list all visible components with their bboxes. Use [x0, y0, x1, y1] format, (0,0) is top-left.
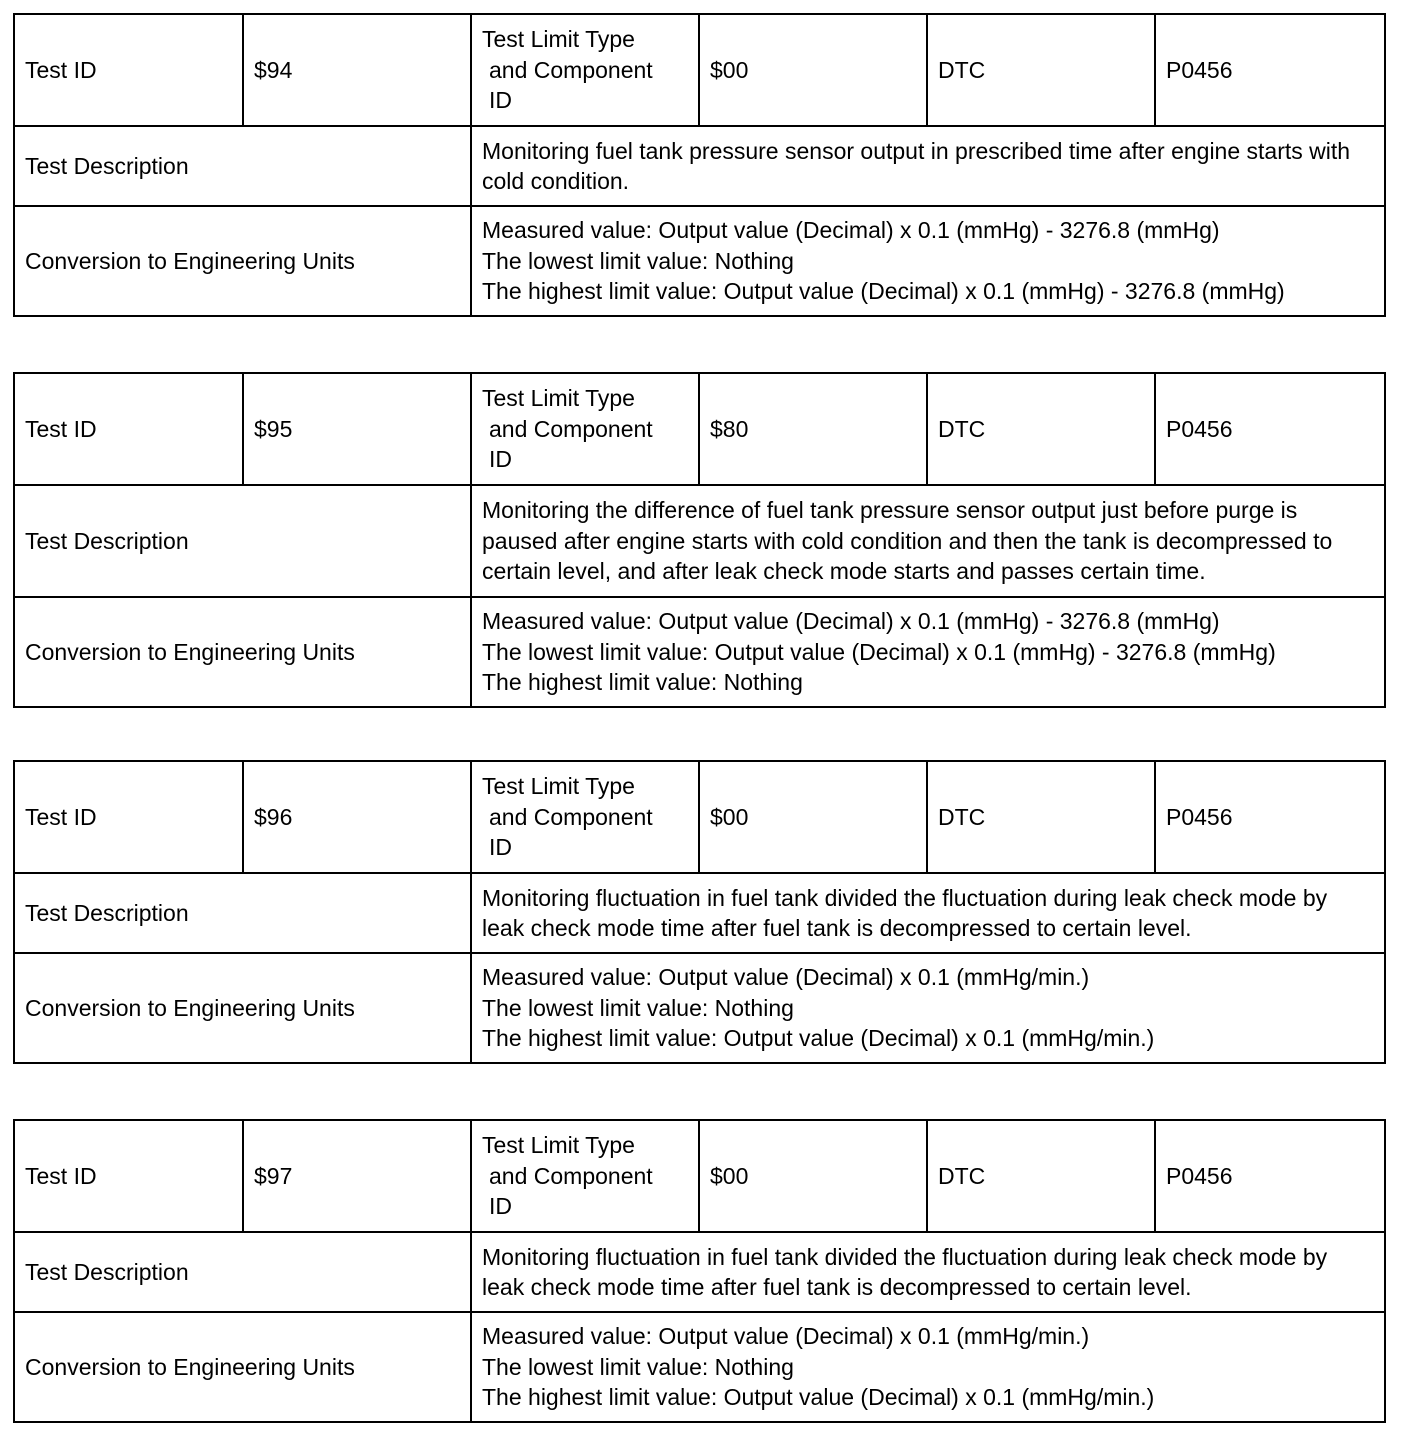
limit-type-label-line2: and Component [489, 415, 653, 442]
conversion-label: Conversion to Engineering Units [14, 1312, 471, 1422]
limit-type-label [471, 761, 699, 873]
dtc-value: P0456 [1155, 761, 1385, 873]
measured-value-line: Measured value: Output value (Decimal) x 0.1 (mmHg) - 3276.8 (mmHg) [482, 608, 1220, 635]
test-id-value: $95 [243, 373, 471, 485]
dtc-label: DTC [927, 373, 1155, 485]
limit-type-label [471, 1120, 699, 1232]
lowest-limit-line: The lowest limit value: Nothing [482, 247, 794, 274]
test-table-96 [13, 760, 1386, 1064]
limit-type-value: $00 [699, 14, 927, 126]
table-row [14, 485, 1385, 597]
measured-value-line: Measured value: Output value (Decimal) x 0.1 (mmHg) - 3276.8 (mmHg) [482, 217, 1220, 244]
limit-type-label-line2: and Component [489, 1162, 653, 1189]
test-id-value: $97 [243, 1120, 471, 1232]
test-table-97 [13, 1119, 1386, 1423]
limit-type-label-line1: Test Limit Type [482, 385, 635, 412]
test-id-label: Test ID [14, 761, 243, 873]
dtc-value: P0456 [1155, 1120, 1385, 1232]
test-table-94 [13, 13, 1386, 317]
conversion-value [471, 953, 1385, 1063]
test-id-value: $96 [243, 761, 471, 873]
dtc-label: DTC [927, 14, 1155, 126]
test-description-label: Test Description [14, 485, 471, 597]
table-row [14, 873, 1385, 953]
limit-type-label-line3: ID [489, 834, 512, 861]
lowest-limit-line: The lowest limit value: Output value (Decimal) x 0.1 (mmHg) - 3276.8 (mmHg) [482, 638, 1276, 665]
limit-type-label-line2: and Component [489, 803, 653, 830]
test-description-value: Monitoring fuel tank pressure sensor output in prescribed time after engine starts with cold condition. [471, 126, 1385, 206]
limit-type-value: $00 [699, 761, 927, 873]
conversion-value [471, 597, 1385, 707]
limit-type-label-line2: and Component [489, 56, 653, 83]
table-row [14, 14, 1385, 126]
measured-value-line: Measured value: Output value (Decimal) x 0.1 (mmHg/min.) [482, 1323, 1090, 1350]
highest-limit-line: The highest limit value: Nothing [482, 669, 803, 696]
test-id-label: Test ID [14, 1120, 243, 1232]
dtc-value: P0456 [1155, 14, 1385, 126]
test-id-label: Test ID [14, 14, 243, 126]
conversion-label: Conversion to Engineering Units [14, 597, 471, 707]
limit-type-label [471, 373, 699, 485]
table-row [14, 761, 1385, 873]
test-description-value: Monitoring fluctuation in fuel tank divided the fluctuation during leak check mode by leak check mode time after fuel tank is decompressed to certain level. [471, 1232, 1385, 1312]
table-row [14, 597, 1385, 707]
table-row [14, 953, 1385, 1063]
table-row [14, 1312, 1385, 1422]
test-description-label: Test Description [14, 1232, 471, 1312]
highest-limit-line: The highest limit value: Output value (Decimal) x 0.1 (mmHg/min.) [482, 1384, 1155, 1411]
conversion-value [471, 206, 1385, 316]
highest-limit-line: The highest limit value: Output value (Decimal) x 0.1 (mmHg/min.) [482, 1025, 1155, 1052]
dtc-label: DTC [927, 761, 1155, 873]
table-row [14, 206, 1385, 316]
limit-type-label-line3: ID [489, 87, 512, 114]
test-table-95 [13, 372, 1386, 708]
highest-limit-line: The highest limit value: Output value (Decimal) x 0.1 (mmHg) - 3276.8 (mmHg) [482, 278, 1285, 305]
test-id-value: $94 [243, 14, 471, 126]
conversion-label: Conversion to Engineering Units [14, 206, 471, 316]
lowest-limit-line: The lowest limit value: Nothing [482, 994, 794, 1021]
test-description-label: Test Description [14, 873, 471, 953]
lowest-limit-line: The lowest limit value: Nothing [482, 1353, 794, 1380]
limit-type-label-line3: ID [489, 1193, 512, 1220]
table-row [14, 1232, 1385, 1312]
limit-type-label-line1: Test Limit Type [482, 773, 635, 800]
table-row [14, 126, 1385, 206]
limit-type-label-line3: ID [489, 446, 512, 473]
test-description-value: Monitoring the difference of fuel tank pressure sensor output just before purge is paused after engine starts with cold condition and then the tank is decompressed to certain level, and after leak check mode starts and passes certain time. [471, 485, 1385, 597]
limit-type-value: $80 [699, 373, 927, 485]
dtc-label: DTC [927, 1120, 1155, 1232]
limit-type-label [471, 14, 699, 126]
test-description-label: Test Description [14, 126, 471, 206]
limit-type-value: $00 [699, 1120, 927, 1232]
measured-value-line: Measured value: Output value (Decimal) x 0.1 (mmHg/min.) [482, 964, 1090, 991]
table-row [14, 1120, 1385, 1232]
test-id-label: Test ID [14, 373, 243, 485]
limit-type-label-line1: Test Limit Type [482, 1132, 635, 1159]
test-description-value: Monitoring fluctuation in fuel tank divided the fluctuation during leak check mode by leak check mode time after fuel tank is decompressed to certain level. [471, 873, 1385, 953]
conversion-label: Conversion to Engineering Units [14, 953, 471, 1063]
dtc-value: P0456 [1155, 373, 1385, 485]
table-row [14, 373, 1385, 485]
limit-type-label-line1: Test Limit Type [482, 26, 635, 53]
conversion-value [471, 1312, 1385, 1422]
